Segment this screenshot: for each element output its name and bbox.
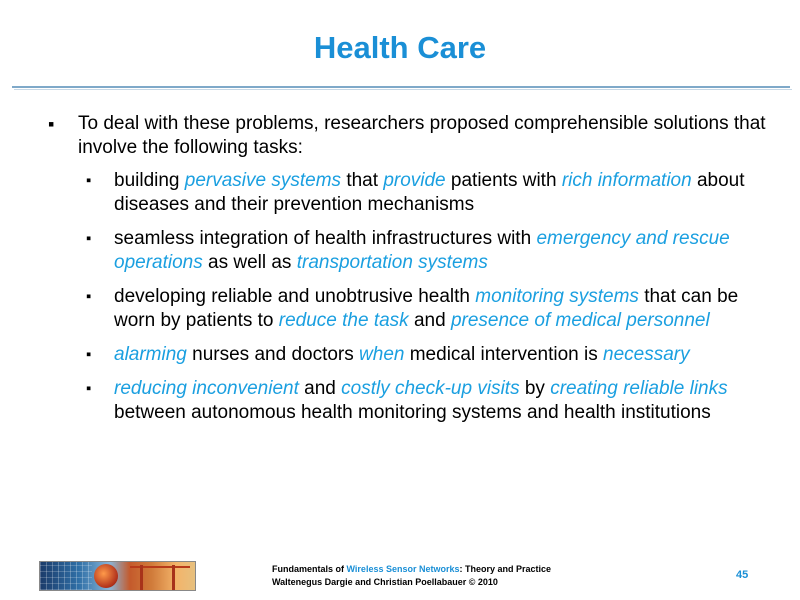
task-bullet [86,169,768,217]
footer-suffix: : Theory and Practice [459,564,552,574]
bullet-text: by [519,378,551,399]
footer-banner-image [39,561,196,591]
title-divider-shadow [14,89,792,90]
bullet-text: that can be worn by patients to [114,286,739,331]
circuit-pattern [40,562,92,590]
title-divider [12,86,790,88]
bullet-text: patients with [445,170,562,191]
bridge-cable [130,566,190,590]
slide-title: Health Care [313,30,487,65]
page-number: 45 [736,569,749,581]
bullet-text: building [114,170,185,191]
footer-line-2: Waltenegus Dargie and Christian Poellabauer © 2010 [272,577,498,587]
footer-line-1 [272,563,551,576]
highlighted-term: presence of medical personnel [450,310,710,331]
bullet-text: medical intervention is [404,344,603,365]
bullet-text: about diseases and their prevention mechanisms [114,170,745,215]
highlighted-term: alarming [114,344,187,365]
bullet-text: developing reliable and unobtrusive health [114,286,476,307]
bullet-text: as well as [202,252,297,273]
footer-prefix: Fundamentals of [272,564,347,574]
sensor-node-icon [94,564,118,588]
highlighted-term: monitoring systems [475,286,639,307]
bullet-text: that [341,170,384,191]
intro-bullet: ▪ To deal with these problems, researchers proposed comprehensible solutions that involve the following tasks: [48,112,768,160]
bullet-text: seamless integration of health infrastructures with [114,228,537,249]
bridge-tower-left [140,565,143,590]
highlighted-term: reduce the task [278,310,409,331]
bullet-text: nurses and doctors [186,344,360,365]
highlighted-term: creating reliable links [550,378,728,399]
task-bullet [86,227,768,275]
bridge-tower-right [172,565,175,590]
bullet-text: between autonomous health monitoring systems and health institutions [114,402,711,423]
highlighted-term: when [359,344,405,365]
footer-citation [272,563,551,589]
footer-highlight: Wireless Sensor Networks [346,564,460,574]
task-list [86,169,768,425]
bullet-text: and [298,378,342,399]
highlighted-term: transportation systems [296,252,488,273]
highlighted-term: emergency and rescue operations [114,228,730,273]
highlighted-term: costly check-up visits [341,378,520,399]
slide-content [48,112,768,435]
highlighted-term: reducing inconvenient [114,378,299,399]
highlighted-term: provide [383,170,446,191]
highlighted-term: pervasive systems [184,170,342,191]
bullet-text: and [408,310,451,331]
task-bullet [86,285,768,333]
task-bullet [86,343,768,367]
highlighted-term: rich information [561,170,692,191]
highlighted-term: necessary [603,344,690,365]
task-bullet [86,377,768,425]
